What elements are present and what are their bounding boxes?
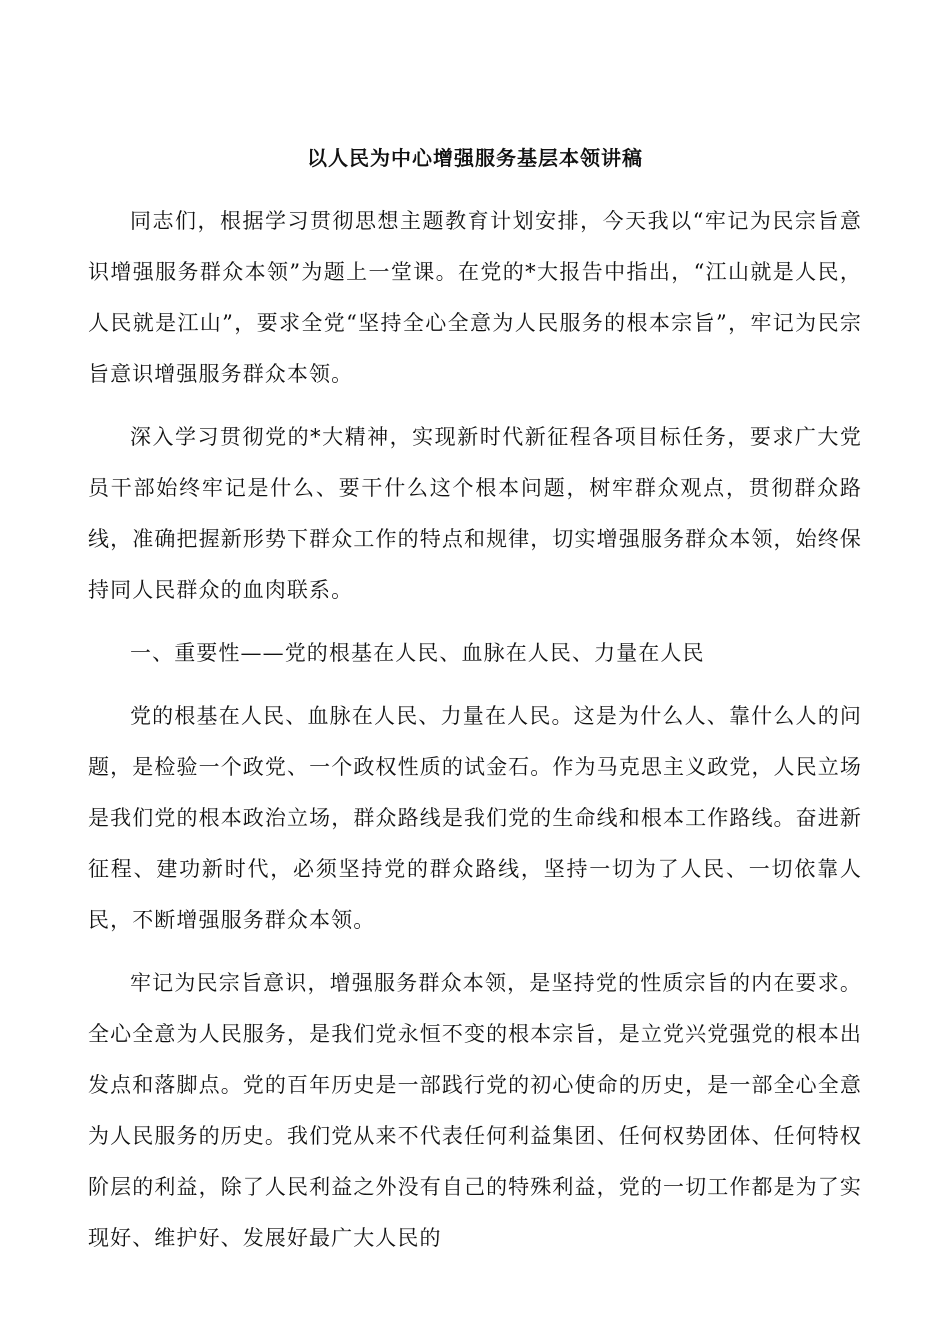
section-heading-importance: 一、重要性——党的根基在人民、血脉在人民、力量在人民 [130,641,705,665]
document-page [88,138,862,1276]
document-title: 以人民为中心增强服务基层本领讲稿 [307,146,643,170]
paragraph-foundation: 党的根基在人民、血脉在人民、力量在人民。这是为什么人、靠什么人的问题，是检验一个政党、一个政权性质的试金石。作为马克思主义政党，人民立场是我们党的根本政治立场，群众路线是我们党的生命线和根本工作路线。奋进新征程、建功新时代，必须坚持党的群众路线，坚持一切为了人民、一切依靠人民，不断增强服务群众本领。 [88,704,862,932]
paragraph-purpose: 牢记为民宗旨意识，增强服务群众本领，是坚持党的性质宗旨的内在要求。全心全意为人民服务，是我们党永恒不变的根本宗旨，是立党兴党强党的根本出发点和落脚点。党的百年历史是一部践行党的初心使命的历史，是一部全心全意为人民服务的历史。我们党从来不代表任何利益集团、任何权势团体、任何特权阶层的利益，除了人民利益之外没有自己的特殊利益，党的一切工作都是为了实现好、维护好、发展好最广大人民的 [88,971,862,1250]
paragraph-study: 深入学习贯彻党的*大精神，实现新时代新征程各项目标任务，要求广大党员干部始终牢记是什么、要干什么这个根本问题，树牢群众观点，贯彻群众路线，准确把握新形势下群众工作的特点和规律，切实增强服务群众本领，始终保持同人民群众的血肉联系。 [88,425,862,602]
paragraph-intro: 同志们，根据学习贯彻思想主题教育计划安排，今天我以“牢记为民宗旨意识增强服务群众本领”为题上一堂课。在党的*大报告中指出，“江山就是人民，人民就是江山”，要求全党“坚持全心全意为人民服务的根本宗旨”，牢记为民宗旨意识增强服务群众本领。 [88,209,862,386]
